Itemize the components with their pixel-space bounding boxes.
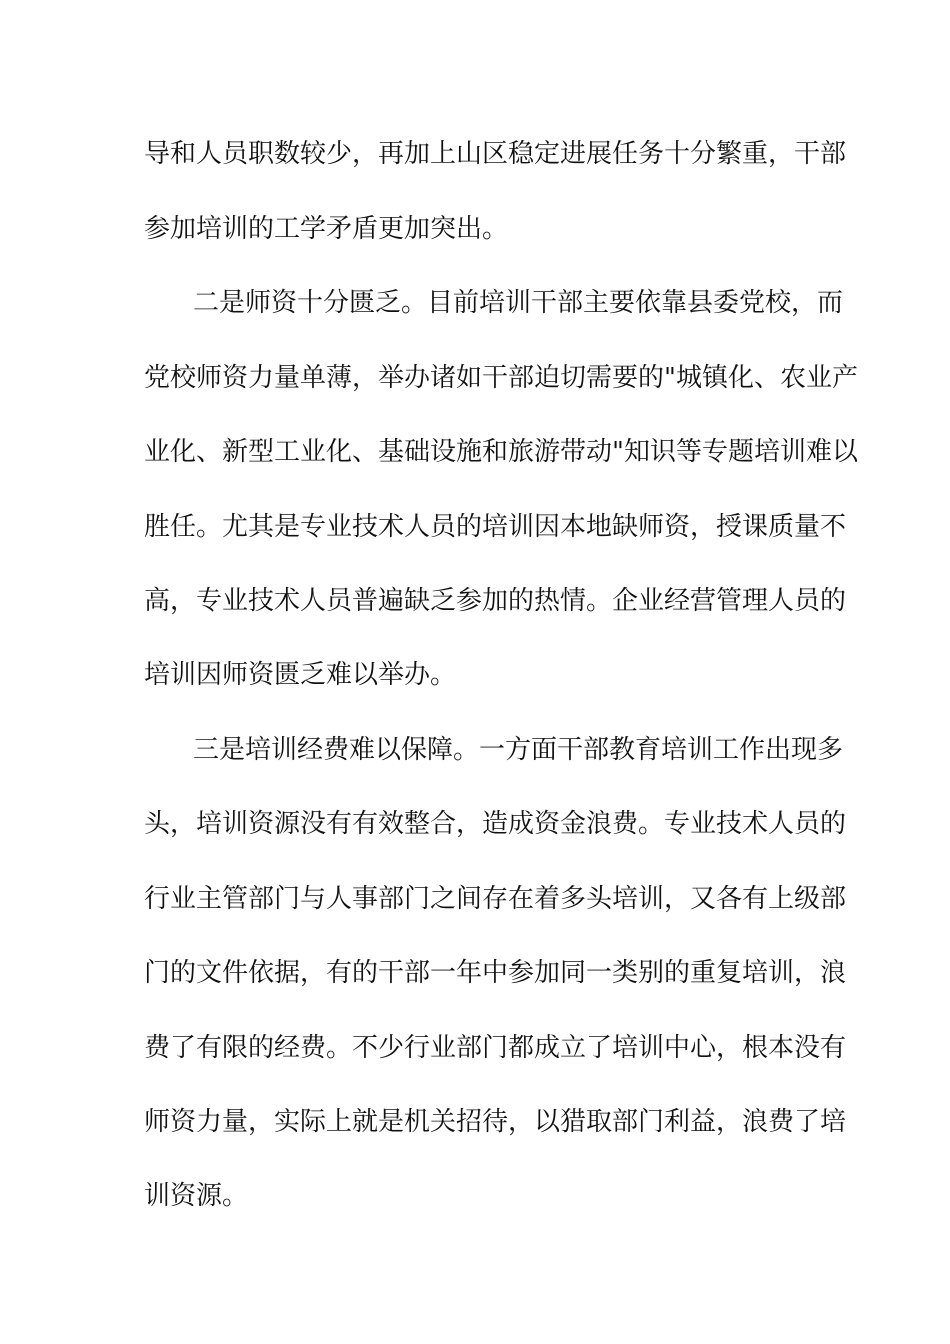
text-line: 导和人员职数较少，再加上山区稳定进展任务十分繁重，干部 — [144, 139, 847, 169]
text-line: 业化、新型工业化、基础设施和旅游带动"知识等专题培训难以 — [144, 437, 858, 467]
text-line: 胜任。尤其是专业技术人员的培训因本地缺师资，授课质量不 — [144, 512, 847, 542]
text-line: 行业主管部门与人事部门之间存在着多头培训，又各有上级部 — [144, 884, 847, 914]
text-line: 高，专业技术人员普遍缺乏参加的热情。企业经营管理人员的 — [144, 586, 847, 616]
paragraph-start-line: 二是师资十分匮乏。目前培训干部主要依靠县委党校，而 — [193, 288, 844, 318]
text-line: 参加培训的工学矛盾更加突出。 — [144, 214, 509, 244]
text-line: 头，培训资源没有有效整合，造成资金浪费。专业技术人员的 — [144, 809, 847, 839]
paragraph-start-line: 三是培训经费难以保障。一方面干部教育培训工作出现多 — [193, 735, 844, 765]
text-line: 训资源。 — [144, 1181, 249, 1211]
text-line: 培训因师资匮乏难以举办。 — [144, 660, 457, 690]
text-line: 师资力量，实际上就是机关招待，以猎取部门利益，浪费了培 — [144, 1107, 847, 1137]
text-line: 费了有限的经费。不少行业部门都成立了培训中心，根本没有 — [144, 1033, 847, 1063]
text-line: 门的文件依据，有的干部一年中参加同一类别的重复培训，浪 — [144, 958, 847, 988]
text-line: 党校师资力量单薄，举办诸如干部迫切需要的"城镇化、农业产 — [144, 363, 858, 393]
